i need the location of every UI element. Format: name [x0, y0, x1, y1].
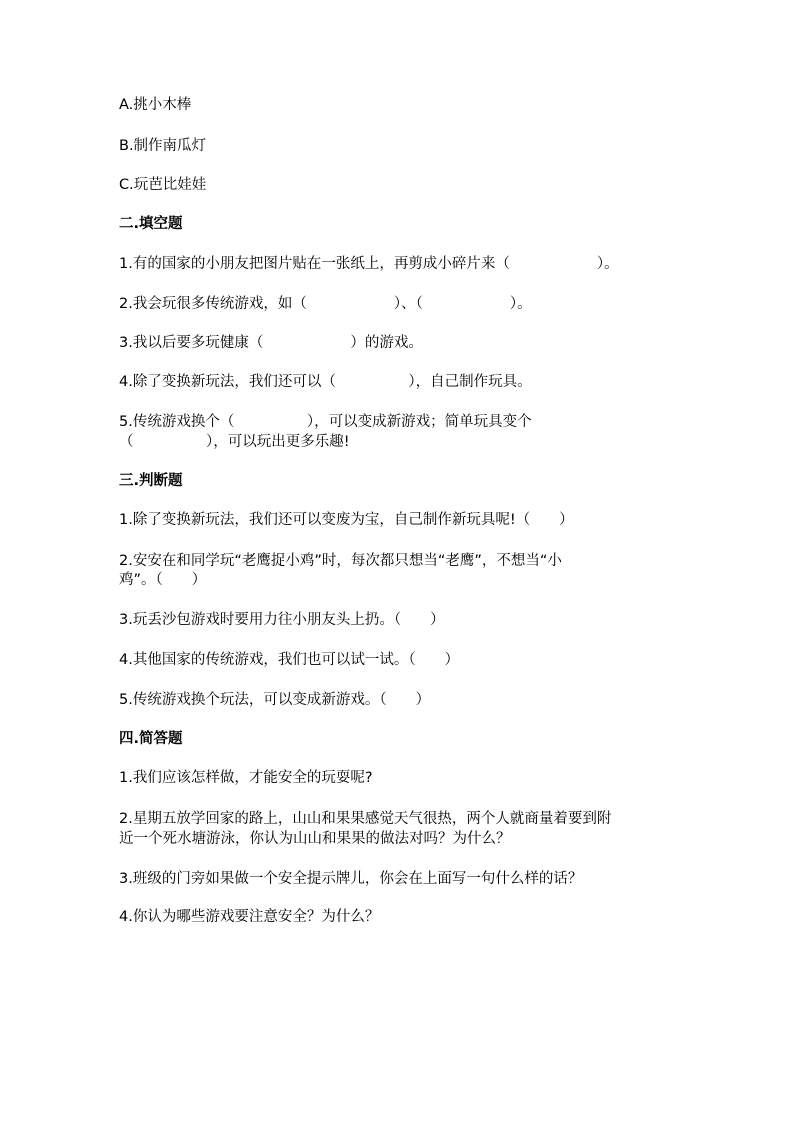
short-question-3: 3.班级的门旁如果做一个安全提示牌儿，你会在上面写一句什么样的话？: [119, 871, 583, 887]
fill-question-2: 2.我会玩很多传统游戏，如（ ）、（ ）。: [119, 296, 532, 312]
short-question-1: 1.我们应该怎样做，才能安全的玩耍呢?: [119, 770, 373, 786]
judge-question-2-line-1: 2.安安在和同学玩“老鹰捉小鸡”时，每次都只想当“老鹰”，不想当“小: [119, 553, 562, 569]
option-a: A.挑小木棒: [119, 97, 192, 113]
short-question-4: 4.你认为哪些游戏要注意安全？为什么？: [119, 909, 380, 925]
judge-question-4: 4.其他国家的传统游戏，我们也可以试一试。（ ）: [119, 652, 460, 668]
fill-question-5-line-2: （ ），可以玩出更多乐趣!: [119, 434, 350, 450]
judge-question-2-line-2: 鸡”。（ ）: [119, 572, 207, 588]
fill-question-5-line-1: 5.传统游戏换个（ ），可以变成新游戏；简单玩具变个: [119, 414, 532, 430]
judge-question-5: 5.传统游戏换个玩法，可以变成新游戏。（ ）: [119, 692, 431, 708]
section-title-fill: 二.填空题: [119, 216, 183, 232]
short-question-2-line-1: 2.星期五放学回家的路上，山山和果果感觉天气很热，两个人就商量着要到附: [119, 811, 612, 827]
section-title-judge: 三.判断题: [119, 473, 183, 489]
judge-question-1: 1.除了变换新玩法，我们还可以变废为宝，自己制作新玩具呢!（ ）: [119, 512, 574, 528]
judge-question-3: 3.玩丢沙包游戏时要用力往小朋友头上扔。（ ）: [119, 612, 445, 628]
fill-question-4: 4.除了变换新玩法，我们还可以（ ），自己制作玩具。: [119, 374, 532, 390]
section-title-short: 四.简答题: [119, 731, 183, 747]
short-question-2-line-2: 近一个死水塘游泳，你认为山山和果果的做法对吗？为什么？: [119, 831, 511, 847]
option-b: B.制作南瓜灯: [119, 138, 207, 154]
option-c: C.玩芭比娃娃: [119, 177, 207, 193]
fill-question-1: 1.有的国家的小朋友把图片贴在一张纸上，再剪成小碎片来（ ）。: [119, 256, 619, 272]
fill-question-3: 3.我以后要多玩健康（ ）的游戏。: [119, 335, 423, 351]
